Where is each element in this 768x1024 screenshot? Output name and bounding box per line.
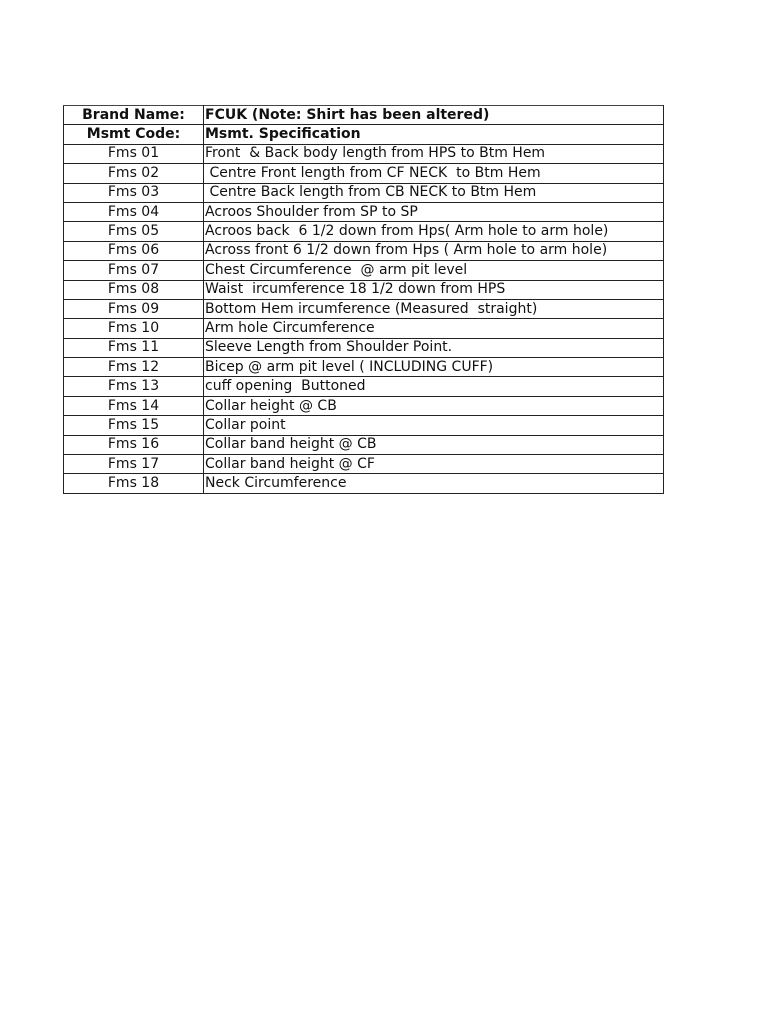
table-row — [64, 319, 664, 338]
msmt-spec-cell[interactable]: cuff opening Buttoned — [204, 377, 664, 396]
msmt-code-cell[interactable]: Fms 01 — [64, 144, 204, 163]
msmt-spec-cell[interactable]: Centre Front length from CF NECK to Btm Hem — [204, 164, 664, 183]
brand-name-label[interactable]: Brand Name: — [64, 106, 204, 125]
msmt-code-cell[interactable]: Fms 16 — [64, 435, 204, 454]
msmt-spec-cell[interactable]: Acroos back 6 1/2 down from Hps( Arm hole to arm hole) — [204, 222, 664, 241]
msmt-spec-cell[interactable]: Sleeve Length from Shoulder Point. — [204, 338, 664, 357]
table-row — [64, 164, 664, 183]
table-row — [64, 338, 664, 357]
table-row — [64, 261, 664, 280]
msmt-code-cell[interactable]: Fms 05 — [64, 222, 204, 241]
msmt-code-cell[interactable]: Fms 12 — [64, 358, 204, 377]
msmt-spec-cell[interactable]: Collar point — [204, 416, 664, 435]
table-row — [64, 416, 664, 435]
table-row — [64, 280, 664, 299]
msmt-spec-cell[interactable]: Arm hole Circumference — [204, 319, 664, 338]
msmt-code-cell[interactable]: Fms 11 — [64, 338, 204, 357]
msmt-spec-cell[interactable]: Across front 6 1/2 down from Hps ( Arm hole to arm hole) — [204, 241, 664, 260]
table-row — [64, 358, 664, 377]
msmt-code-cell[interactable]: Fms 06 — [64, 241, 204, 260]
brand-name-value[interactable]: FCUK (Note: Shirt has been altered) — [204, 106, 664, 125]
msmt-code-cell[interactable]: Fms 10 — [64, 319, 204, 338]
msmt-code-cell[interactable]: Fms 15 — [64, 416, 204, 435]
msmt-code-cell[interactable]: Fms 02 — [64, 164, 204, 183]
msmt-spec-cell[interactable]: Front & Back body length from HPS to Btm Hem — [204, 144, 664, 163]
table-row — [64, 396, 664, 415]
msmt-code-cell[interactable]: Fms 07 — [64, 261, 204, 280]
msmt-code-cell[interactable]: Fms 09 — [64, 299, 204, 318]
msmt-spec-cell[interactable]: Waist ircumference 18 1/2 down from HPS — [204, 280, 664, 299]
msmt-code-cell[interactable]: Fms 17 — [64, 455, 204, 474]
table-body — [64, 106, 664, 494]
msmt-spec-header[interactable]: Msmt. Specification — [204, 125, 664, 144]
table-row — [64, 435, 664, 454]
table-row — [64, 377, 664, 396]
table-row — [64, 222, 664, 241]
msmt-spec-cell[interactable]: Collar height @ CB — [204, 396, 664, 415]
msmt-spec-cell[interactable]: Centre Back length from CB NECK to Btm Hem — [204, 183, 664, 202]
column-header-row — [64, 125, 664, 144]
table-row — [64, 183, 664, 202]
msmt-code-cell[interactable]: Fms 04 — [64, 202, 204, 221]
msmt-spec-cell[interactable]: Acroos Shoulder from SP to SP — [204, 202, 664, 221]
table-row — [64, 455, 664, 474]
brand-row — [64, 106, 664, 125]
msmt-code-cell[interactable]: Fms 08 — [64, 280, 204, 299]
msmt-spec-cell[interactable]: Collar band height @ CF — [204, 455, 664, 474]
msmt-code-cell[interactable]: Fms 14 — [64, 396, 204, 415]
table-row — [64, 299, 664, 318]
msmt-code-header[interactable]: Msmt Code: — [64, 125, 204, 144]
measurement-spec-table — [63, 105, 664, 494]
msmt-spec-cell[interactable]: Bicep @ arm pit level ( INCLUDING CUFF) — [204, 358, 664, 377]
table-row — [64, 474, 664, 493]
msmt-spec-cell[interactable]: Chest Circumference @ arm pit level — [204, 261, 664, 280]
table-row — [64, 202, 664, 221]
table-row — [64, 241, 664, 260]
msmt-code-cell[interactable]: Fms 18 — [64, 474, 204, 493]
msmt-spec-cell[interactable]: Collar band height @ CB — [204, 435, 664, 454]
table-row — [64, 144, 664, 163]
msmt-code-cell[interactable]: Fms 03 — [64, 183, 204, 202]
msmt-code-cell[interactable]: Fms 13 — [64, 377, 204, 396]
msmt-spec-cell[interactable]: Neck Circumference — [204, 474, 664, 493]
msmt-spec-cell[interactable]: Bottom Hem ircumference (Measured straight) — [204, 299, 664, 318]
